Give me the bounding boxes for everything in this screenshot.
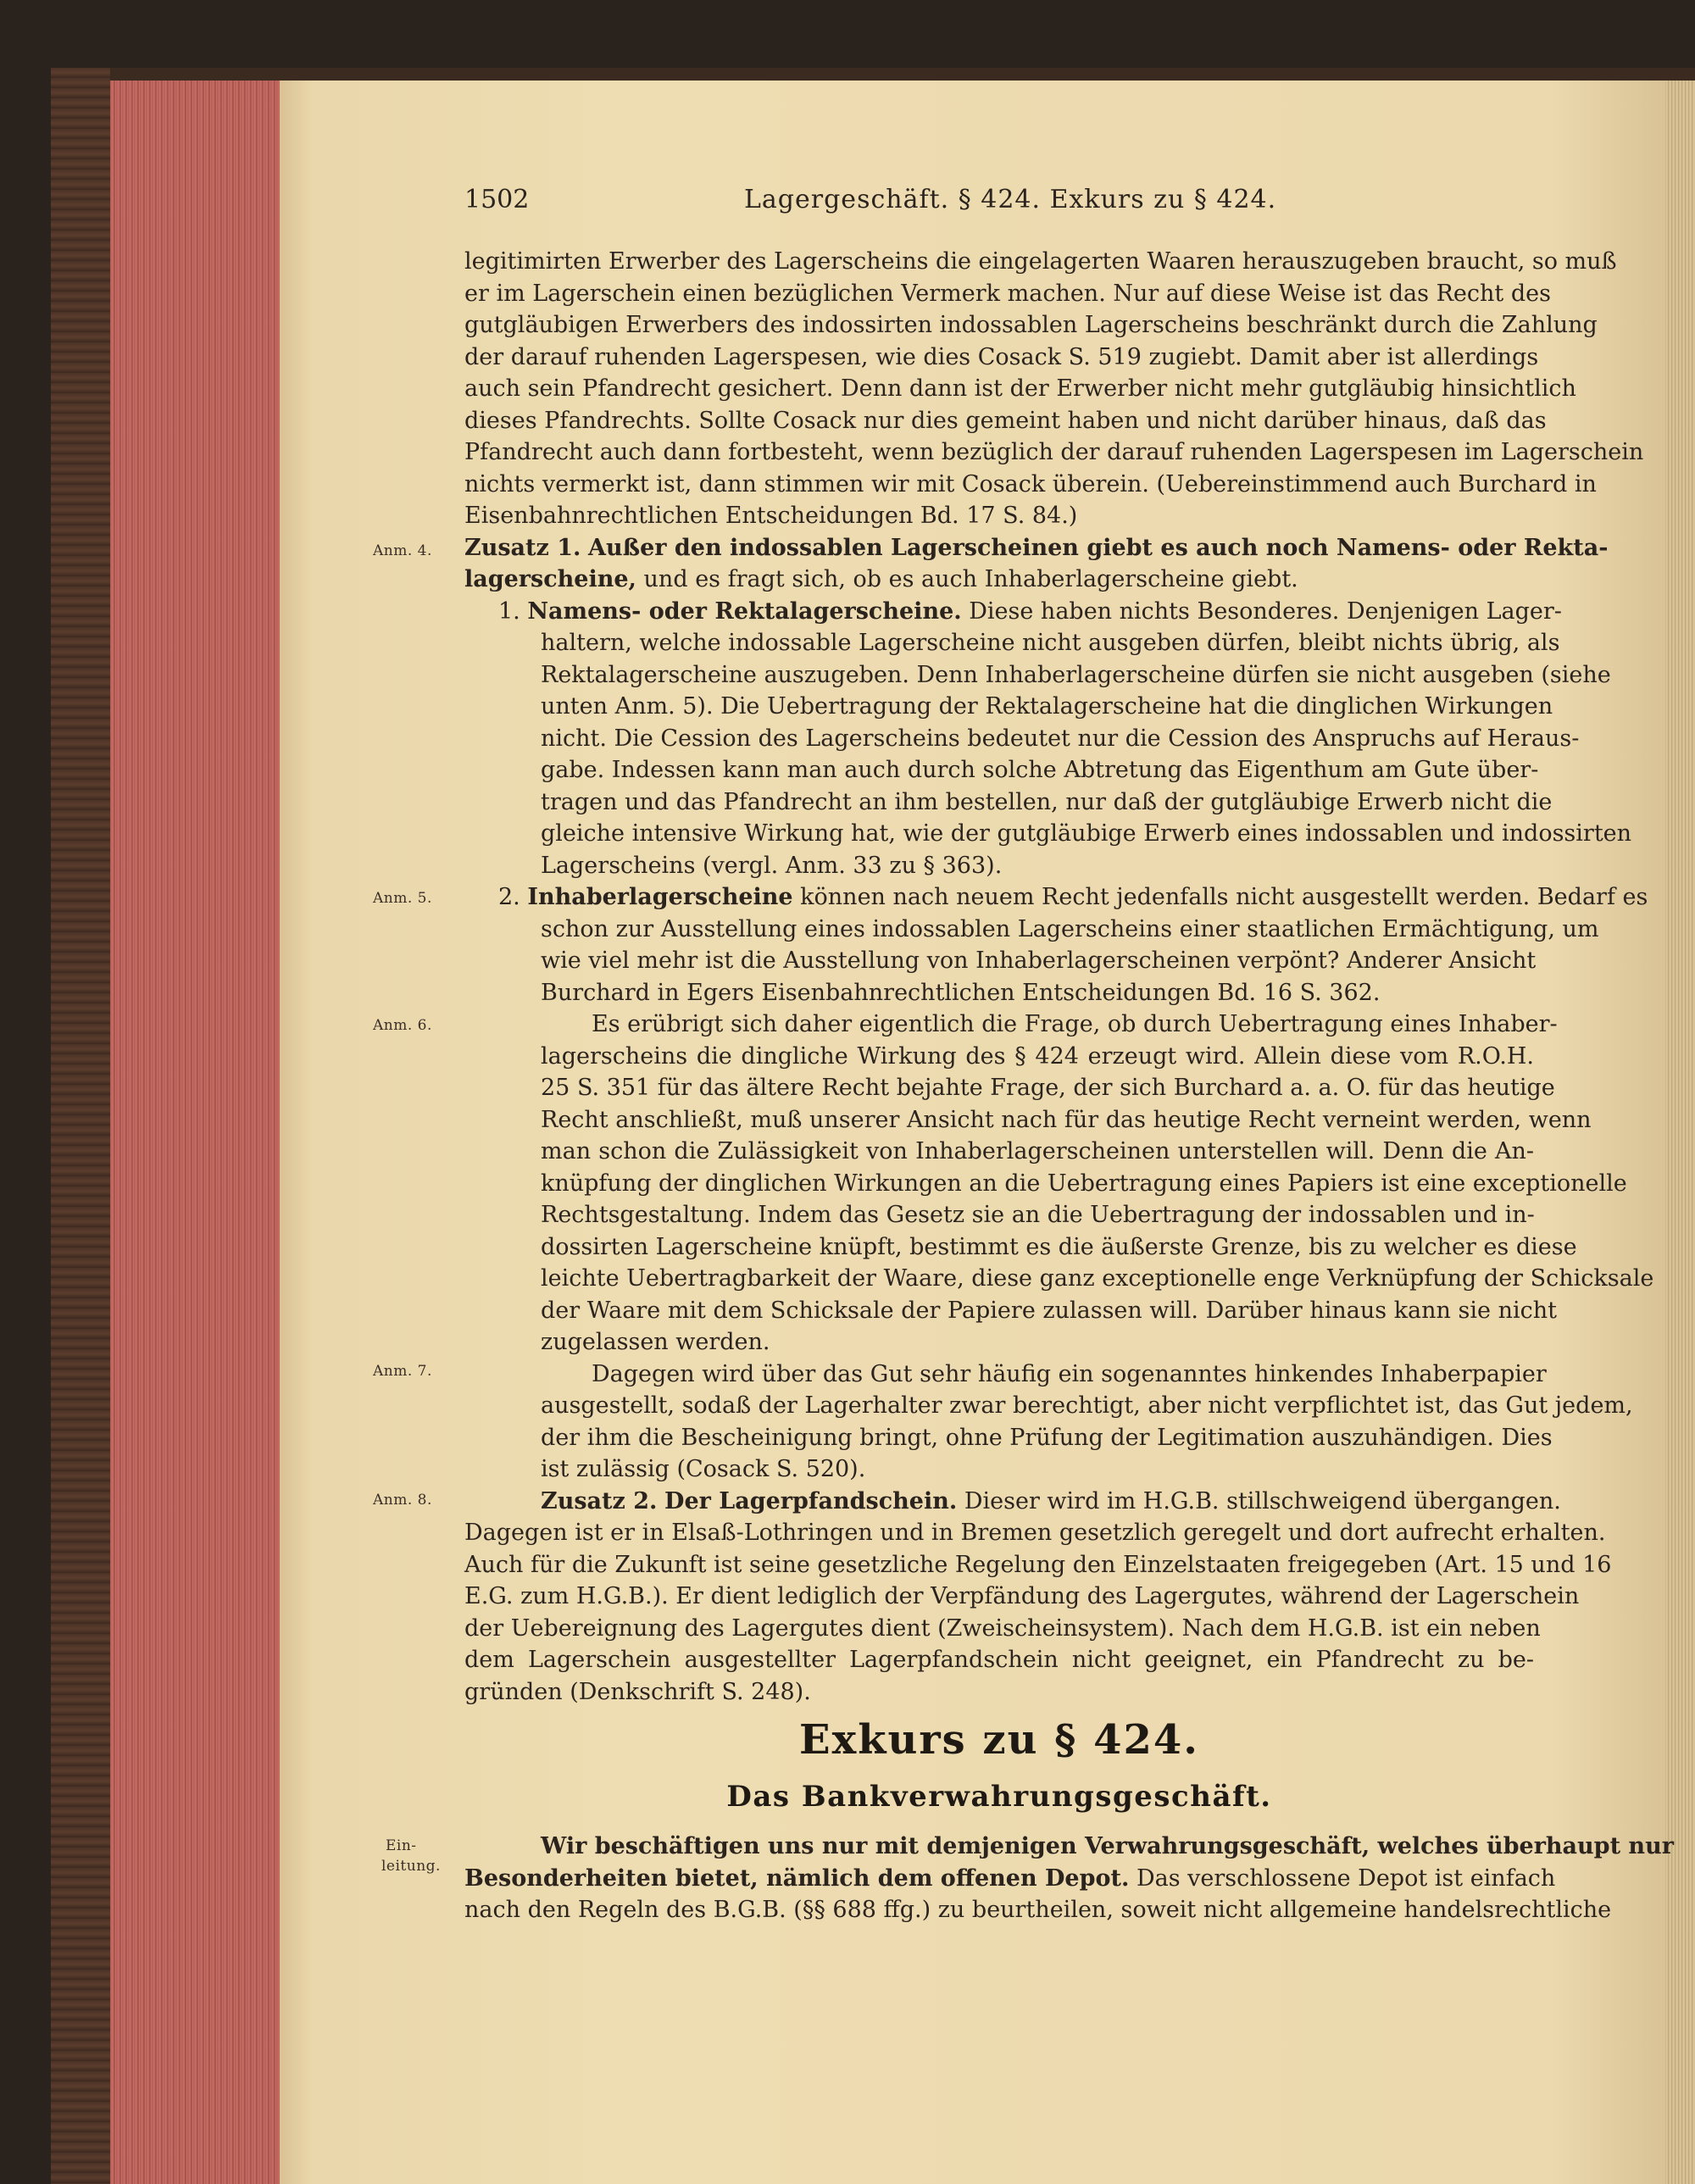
text-line: der Uebereignung des Lagergutes dient (Zweischeinsystem). Nach dem H.G.B. ist ein neben — [464, 1614, 1541, 1642]
text-line: Dagegen wird über das Gut sehr häufig ein sogenanntes hinkendes Inhaberpapier — [592, 1360, 1547, 1387]
text-line: Lagerscheins (vergl. Anm. 33 zu § 363). — [541, 852, 1003, 879]
item1-number: 1. — [498, 597, 520, 625]
item2-first-line — [464, 881, 1648, 914]
text-line: Pfandrecht auch dann fortbesteht, wenn bezüglich der darauf ruhenden Lagerspesen im Lagerschein — [464, 439, 1644, 465]
page-number: 1502 — [464, 185, 530, 214]
text-line: unten Anm. 5). Die Uebertragung der Rektalagerscheine hat die dinglichen Wirkungen — [541, 693, 1553, 720]
margin-note-anm5: Anm. 5. — [373, 890, 432, 907]
zusatz1-heading-cont: lagerscheine, — [464, 566, 636, 592]
zusatz2-lead: Zusatz 2. — [541, 1487, 658, 1514]
body-text — [464, 246, 1654, 1708]
text-line: gabe. Indessen kann man auch durch solche Abtretung das Eigenthum am Gute über- — [541, 757, 1539, 783]
text-line: dossirten Lagerscheine knüpft, bestimmt es die äußerste Grenze, bis zu welcher es diese — [541, 1233, 1577, 1260]
text-line: auch sein Pfandrecht gesichert. Denn dann ist der Erwerber nicht mehr gutgläubig hinsichtlich — [464, 375, 1576, 402]
intro-line3: nach den Regeln des B.G.B. (§§ 688 ffg.) zu beurtheilen, soweit nicht allgemeine handelsrechtliche — [464, 1897, 1612, 1923]
item2-heading: Inhaberlagerscheine — [527, 884, 793, 910]
intro-rest2: Das verschlossene Depot ist einfach — [1136, 1864, 1556, 1892]
text-line: 25 S. 351 für das ältere Recht bejahte Frage, der sich Burchard a. a. O. für das heutige — [541, 1075, 1555, 1101]
text-line: Rechtsgestaltung. Indem das Gesetz sie an die Uebertragung der indossablen und in- — [541, 1202, 1535, 1228]
intro-line2 — [464, 1863, 1556, 1895]
text-line: er im Lagerschein einen bezüglichen Vermerk machen. Nur auf diese Weise ist das Recht des — [464, 280, 1551, 307]
zusatz1-question: und es fragt sich, ob es auch Inhaberlagerscheine giebt. — [643, 566, 1298, 592]
margin-note-einleitung-2: leitung. — [381, 1858, 441, 1875]
item1-first-line — [464, 596, 1562, 628]
margin-note-anm6: Anm. 6. — [373, 1017, 432, 1034]
text-line: nicht. Die Cession des Lagerscheins bedeutet nur die Cession des Anspruchs auf Heraus- — [541, 725, 1580, 752]
intro-text — [464, 1831, 1674, 1926]
text-line: schon zur Ausstellung eines indossablen Lagerscheins einer staatlichen Ermächtigung, um — [541, 915, 1599, 942]
text-line: gleiche intensive Wirkung hat, wie der gutgläubige Erwerb eines indossablen und indossirten — [541, 820, 1632, 847]
section-title: Exkurs zu § 424. — [799, 1716, 1199, 1764]
margin-note-einleitung-1: Ein- — [386, 1837, 417, 1854]
running-title: Lagergeschäft. § 424. Exkurs zu § 424. — [744, 185, 1277, 214]
zusatz1-line1 — [464, 532, 1609, 564]
margin-note-anm8: Anm. 8. — [373, 1492, 432, 1509]
text-line: nichts vermerkt ist, dann stimmen wir mit Cosack überein. (Uebereinstimmend auch Burchard in — [464, 470, 1597, 497]
text-line: Auch für die Zukunft ist seine gesetzliche Regelung den Einzelstaaten freigegeben (Art. 15 und 16 — [464, 1551, 1612, 1578]
margin-note-anm4: Anm. 4. — [373, 542, 432, 559]
intro-bold1: Wir beschäftigen uns nur mit demjenigen Verwahrungsgeschäft, welches überhaupt nur — [541, 1833, 1674, 1859]
text-line: der darauf ruhenden Lagerspesen, wie dies Cosack S. 519 zugiebt. Damit aber ist allerdings — [464, 343, 1539, 370]
text-line: haltern, welche indossable Lagerscheine nicht ausgeben dürfen, bleibt nichts übrig, als — [541, 630, 1560, 656]
text-line: Es erübrigt sich daher eigentlich die Frage, ob durch Uebertragung eines Inhaber- — [592, 1011, 1558, 1037]
text-line: dieses Pfandrechts. Sollte Cosack nur dies gemeint haben und nicht darüber hinaus, daß das — [464, 407, 1547, 434]
intro-bold2: Besonderheiten bietet, nämlich dem offenen Depot. — [464, 1864, 1130, 1892]
item1-first-rest: Diese haben nichts Besonderes. Denjenigen Lager- — [969, 597, 1562, 625]
text-line: man schon die Zulässigkeit von Inhaberlagerscheinen unterstellen will. Denn die An- — [541, 1138, 1534, 1164]
text-line: dem Lagerschein ausgestellter Lagerpfandschein nicht geeignet, ein Pfandrecht zu be- — [464, 1647, 1534, 1673]
page-edges — [110, 81, 280, 2184]
zusatz2-heading: Der Lagerpfandschein. — [664, 1487, 958, 1514]
text-line: legitimirten Erwerber des Lagerscheins die eingelagerten Waaren herauszugeben braucht, so muß — [464, 248, 1617, 275]
section-subtitle: Das Bankverwahrungsgeschäft. — [726, 1780, 1272, 1814]
text-line: Eisenbahnrechtlichen Entscheidungen Bd. 17 S. 84.) — [464, 503, 1078, 529]
zusatz2-first-line — [464, 1486, 1561, 1518]
page-header — [464, 185, 1534, 219]
margin-note-anm7: Anm. 7. — [373, 1363, 432, 1380]
text-line: zugelassen werden. — [541, 1329, 770, 1355]
text-line: leichte Uebertragbarkeit der Waare, diese ganz exceptionelle enge Verknüpfung der Schicksale — [541, 1265, 1654, 1292]
text-line: lagerscheins die dingliche Wirkung des § 424 erzeugt wird. Allein diese vom R.O.H. — [541, 1042, 1534, 1070]
zusatz1-line2 — [464, 564, 1534, 596]
text-line: gutgläubigen Erwerbers des indossirten indossablen Lagerscheins beschränkt durch die Zahlung — [464, 312, 1598, 338]
text-line: der Waare mit dem Schicksale der Papiere zulassen will. Darüber hinaus kann sie nicht — [541, 1297, 1557, 1324]
text-line: ausgestellt, sodaß der Lagerhalter zwar berechtigt, aber nicht verpflichtet ist, das Gut jedem, — [541, 1392, 1633, 1419]
text-line: ist zulässig (Cosack S. 520). — [541, 1456, 866, 1482]
right-page-edge — [1665, 81, 1695, 2184]
text-line: gründen (Denkschrift S. 248). — [464, 1678, 811, 1705]
text-line: Rektalagerscheine auszugeben. Denn Inhaberlagerscheine dürfen sie nicht ausgeben (siehe — [541, 661, 1611, 688]
zusatz2-first-rest: Dieser wird im H.G.B. stillschweigend übergangen. — [964, 1487, 1561, 1514]
text-line: tragen und das Pfandrecht an ihm bestellen, nur daß der gutgläubige Erwerb nicht die — [541, 788, 1553, 815]
item2-number: 2. — [498, 884, 520, 910]
text-line: knüpfung der dinglichen Wirkungen an die Uebertragung eines Papiers ist eine exceptionelle — [541, 1170, 1627, 1197]
intro-line1 — [464, 1831, 1674, 1863]
zusatz1-lead: Zusatz 1. — [464, 534, 581, 561]
item2-first-rest: können nach neuem Recht jedenfalls nicht ausgestellt werden. Bedarf es — [800, 884, 1648, 910]
text-line: wie viel mehr ist die Ausstellung von Inhaberlagerscheinen verpönt? Anderer Ansicht — [541, 948, 1537, 974]
text-line: Dagegen ist er in Elsaß-Lothringen und in Bremen gesetzlich geregelt und dort aufrecht erhalten. — [464, 1520, 1606, 1546]
text-line: Recht anschließt, muß unserer Ansicht nach für das heutige Recht verneint werden, wenn — [541, 1106, 1592, 1133]
text-line: der ihm die Bescheinigung bringt, ohne Prüfung der Legitimation auszuhändigen. Dies — [541, 1424, 1553, 1451]
text-line: E.G. zum H.G.B.). Er dient lediglich der Verpfändung des Lagergutes, während der Lagerschein — [464, 1583, 1580, 1609]
item1-heading: Namens- oder Rektalagerscheine. — [527, 597, 962, 625]
zusatz1-heading: Außer den indossablen Lagerscheinen giebt es auch noch Namens- oder Rekta- — [588, 534, 1609, 561]
text-line: Burchard in Egers Eisenbahnrechtlichen Entscheidungen Bd. 16 S. 362. — [541, 979, 1381, 1006]
book-binding — [51, 68, 110, 2184]
